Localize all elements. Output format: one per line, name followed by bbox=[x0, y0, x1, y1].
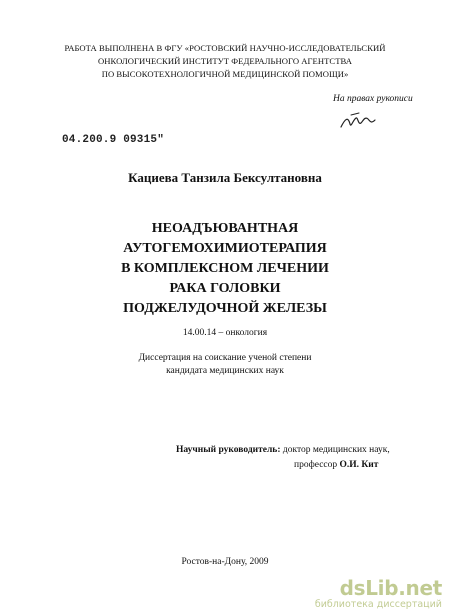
institution-header bbox=[0, 42, 450, 81]
header-line: ПО ВЫСОКОТЕХНОЛОГИЧНОЙ МЕДИЦИНСКОЙ ПОМОЩИ» bbox=[101, 69, 349, 79]
watermark-brand: dsLib.net bbox=[339, 576, 442, 600]
supervisor-title: профессор bbox=[294, 460, 340, 470]
supervisor-degree: доктор медицинских наук, bbox=[280, 445, 390, 455]
title-line: РАКА ГОЛОВКИ bbox=[169, 281, 281, 296]
title-line: В КОМПЛЕКСНОМ ЛЕЧЕНИИ bbox=[121, 261, 329, 276]
signature-scribble bbox=[338, 110, 380, 132]
supervisor-label: Научный руководитель: bbox=[176, 445, 281, 455]
supervisor-name: О.И. Кит bbox=[339, 460, 379, 470]
title-line: ПОДЖЕЛУДОЧНОЙ ЖЕЛЕЗЫ bbox=[123, 301, 327, 316]
degree-line: Диссертация на соискание ученой степени bbox=[138, 353, 312, 363]
degree-line: кандидата медицинских наук bbox=[166, 366, 284, 376]
library-stamp-number: 04.200.9 09315" bbox=[62, 134, 165, 146]
supervisor-line-1 bbox=[176, 443, 390, 458]
specialty-code: 14.00.14 – онкология bbox=[182, 328, 268, 338]
degree-statement bbox=[0, 352, 450, 378]
handwritten-signature bbox=[338, 110, 380, 132]
author-name: Кациева Танзила Бексултановна bbox=[128, 170, 322, 185]
title-line: АУТОГЕМОХИМИОТЕРАПИЯ bbox=[123, 241, 327, 256]
header-line: РАБОТА ВЫПОЛНЕНА В ФГУ «РОСТОВСКИЙ НАУЧНО-ИССЛЕДОВАТЕЛЬСКИЙ bbox=[64, 43, 386, 53]
title-line: НЕОАДЪЮВАНТНАЯ bbox=[151, 221, 299, 236]
header-line: ОНКОЛОГИЧЕСКИЙ ИНСТИТУТ ФЕДЕРАЛЬНОГО АГЕНТСТВА bbox=[98, 56, 352, 66]
dissertation-title bbox=[0, 219, 450, 319]
site-watermark bbox=[315, 577, 442, 610]
manuscript-rights-note: На правах рукописи bbox=[333, 94, 413, 104]
supervisor-line-2 bbox=[176, 458, 390, 473]
city-year: Ростов-на-Дону, 2009 bbox=[181, 557, 269, 567]
scientific-supervisor bbox=[176, 443, 390, 473]
watermark-subtitle: библиотека диссертаций bbox=[314, 599, 442, 610]
